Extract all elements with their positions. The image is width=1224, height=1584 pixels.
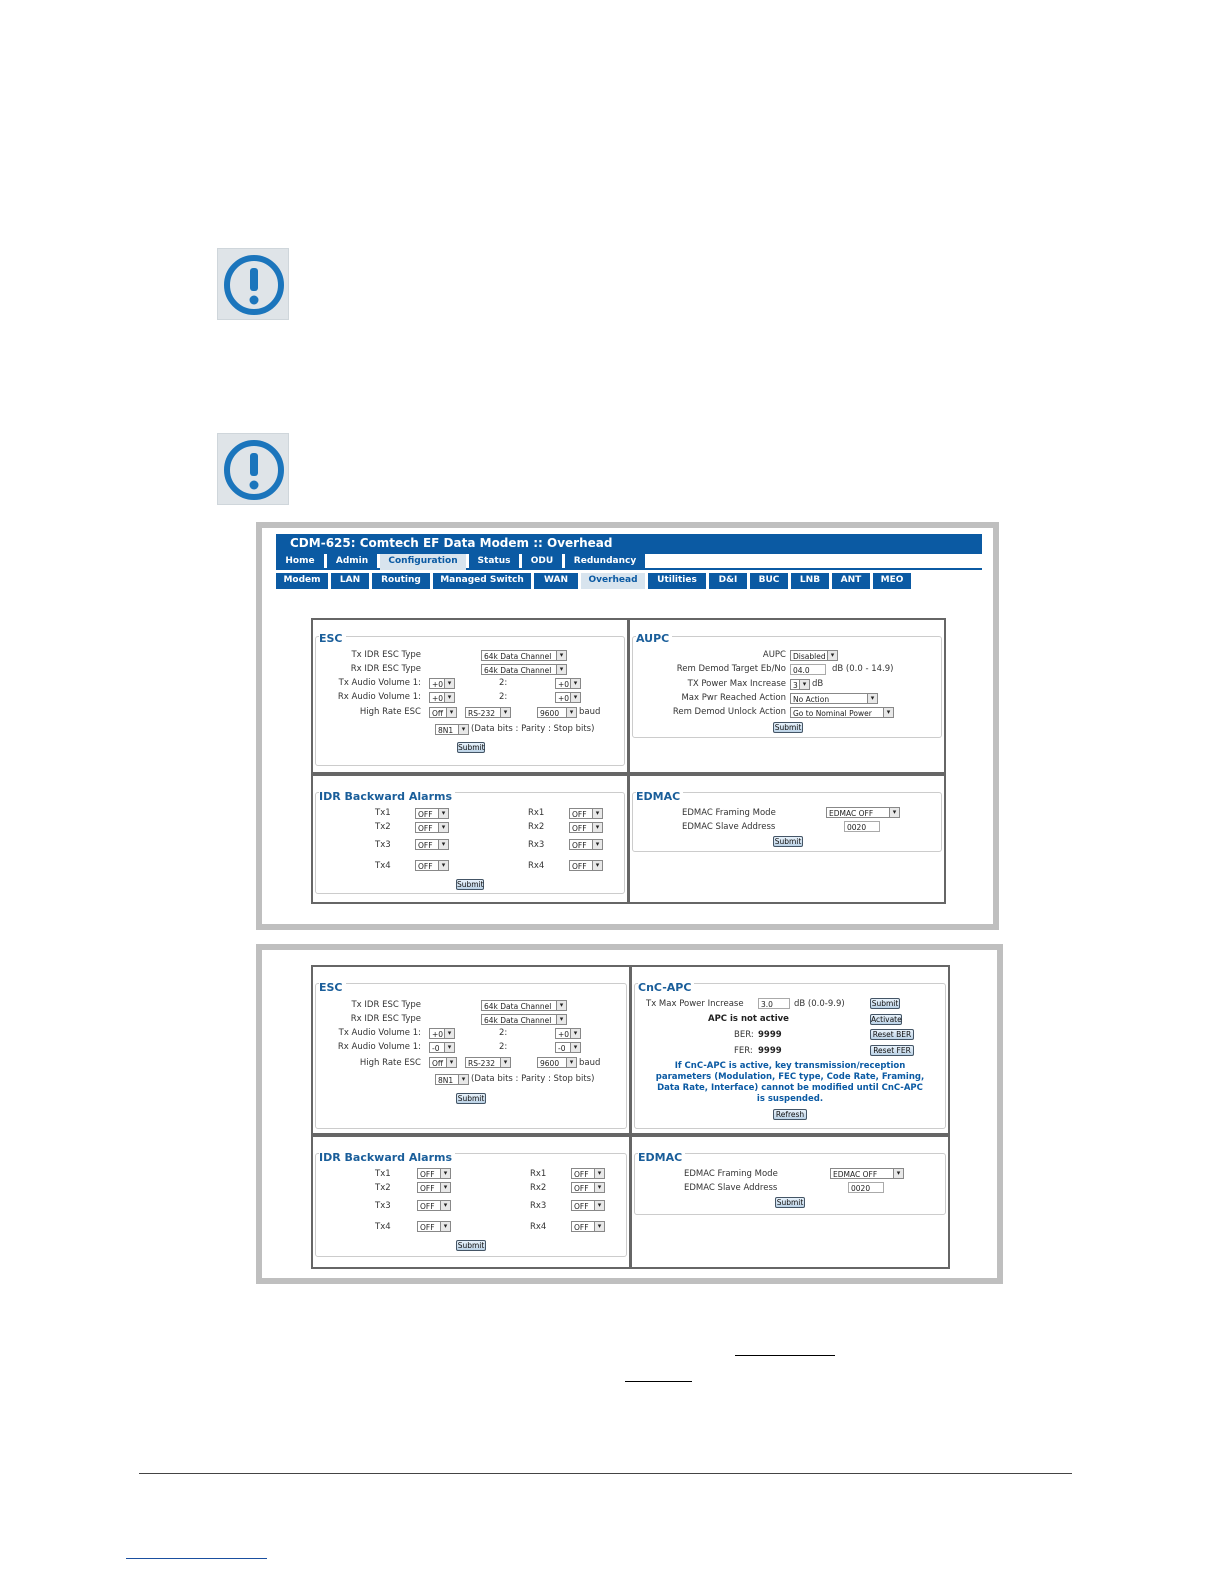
esc-title: ESC xyxy=(319,632,346,645)
alarm-rx3-label: Rx3 xyxy=(530,1201,547,1211)
tab-status[interactable]: Status xyxy=(469,554,519,570)
tx-power-max-increase-unit: dB xyxy=(812,679,824,689)
tx-power-max-increase-label: TX Power Max Increase xyxy=(687,679,786,689)
esc-format-label: (Data bits : Parity : Stop bits) xyxy=(471,724,595,734)
important-note-icon xyxy=(217,248,289,320)
rx-audio-label: Rx Audio Volume 1: xyxy=(337,692,421,702)
rx-idr-esc-label: Rx IDR ESC Type xyxy=(350,1014,421,1024)
secondary-nav xyxy=(276,573,982,589)
edmac-panel xyxy=(630,1135,950,1269)
tab-lnb[interactable]: LNB xyxy=(791,573,829,589)
ber-value: 9999 xyxy=(758,1030,782,1040)
rx-idr-esc-label: Rx IDR ESC Type xyxy=(350,664,421,674)
cnc-max-power-label: Tx Max Power Increase xyxy=(646,999,744,1009)
tx-idr-esc-label: Tx IDR ESC Type xyxy=(351,1000,421,1010)
alarm-rx1-select[interactable]: OFF ▾ xyxy=(569,808,603,819)
ber-label: BER: xyxy=(734,1030,754,1040)
edmac-address-input[interactable]: 0020 xyxy=(844,821,880,832)
high-rate-esc-baud-select[interactable]: 9600 ▾ xyxy=(537,1057,577,1068)
tab-redundancy[interactable]: Redundancy xyxy=(565,554,645,570)
cnc-warning-line-1: If CnC-APC is active, key transmission/reception xyxy=(674,1061,906,1071)
cnc-apc-status: APC is not active xyxy=(708,1014,789,1024)
edmac-mode-select[interactable]: EDMAC OFF ▾ xyxy=(830,1168,904,1179)
rx-audio-2-select[interactable]: +0 ▾ xyxy=(555,692,581,703)
rx-audio-2-select[interactable]: -0 ▾ xyxy=(555,1042,581,1053)
alarm-rx2-label: Rx2 xyxy=(528,822,545,832)
rx-audio-label: Rx Audio Volume 1: xyxy=(337,1042,421,1052)
high-rate-esc-label: High Rate ESC xyxy=(359,707,421,717)
reset-ber-button[interactable]: Reset BER xyxy=(870,1029,914,1040)
high-rate-esc-mode-select[interactable]: Off ▾ xyxy=(429,1057,457,1068)
reset-fer-button[interactable]: Reset FER xyxy=(870,1045,914,1056)
edmac-title: EDMAC xyxy=(638,1151,685,1164)
tx-idr-esc-select[interactable]: 64k Data Channel ▾ xyxy=(481,650,567,661)
tx-audio-2-select[interactable]: +0 ▾ xyxy=(555,678,581,689)
idr-alarms-panel xyxy=(311,774,629,904)
baud-label: baud xyxy=(579,707,601,717)
edmac-mode-label: EDMAC Framing Mode xyxy=(682,808,776,818)
tx-audio-1-select[interactable]: +0 ▾ xyxy=(429,678,455,689)
aupc-select[interactable]: Disabled ▾ xyxy=(790,650,838,661)
alarm-rx1-select[interactable]: OFF ▾ xyxy=(571,1168,605,1179)
edmac-title: EDMAC xyxy=(636,790,683,803)
cnc-submit-button[interactable]: Submit xyxy=(871,999,899,1008)
rx-audio-1-select[interactable]: -0 ▾ xyxy=(429,1042,455,1053)
alarm-tx2-select[interactable]: OFF ▾ xyxy=(415,822,449,833)
alarm-tx1-label: Tx1 xyxy=(375,1169,391,1179)
tx-audio-2-label: 2: xyxy=(499,1028,508,1038)
esc-panel xyxy=(311,965,631,1135)
rem-demod-unlock-select[interactable]: Go to Nominal Power ▾ xyxy=(790,707,894,718)
aupc-submit-button[interactable]: Submit xyxy=(774,723,802,732)
overhead-screenshot-aupc xyxy=(256,522,999,930)
idr-alarms-panel xyxy=(311,1135,631,1269)
alarm-tx2-label: Tx2 xyxy=(375,1183,391,1193)
esc-format-select[interactable]: 8N1 ▾ xyxy=(435,1074,469,1085)
tab-odu[interactable]: ODU xyxy=(522,554,562,570)
rx-idr-esc-select[interactable]: 64k Data Channel ▾ xyxy=(481,664,567,675)
alarm-tx3-label: Tx3 xyxy=(375,840,391,850)
alarm-tx1-select[interactable]: OFF ▾ xyxy=(415,808,449,819)
tab-meo[interactable]: MEO xyxy=(873,573,911,589)
tab-overhead[interactable]: Overhead xyxy=(581,573,645,589)
tab-lan[interactable]: LAN xyxy=(331,573,369,589)
alarm-tx3-select[interactable]: OFF ▾ xyxy=(415,839,449,850)
edmac-mode-select[interactable]: EDMAC OFF ▾ xyxy=(826,807,900,818)
edmac-address-label: EDMAC Slave Address xyxy=(684,1183,778,1193)
cnc-max-power-input[interactable]: 3.0 xyxy=(758,998,790,1009)
edmac-panel xyxy=(628,774,946,904)
tab-d-and-i[interactable]: D&I xyxy=(709,573,747,589)
alarm-tx3-select[interactable]: OFF ▾ xyxy=(417,1200,451,1211)
alarm-rx4-select[interactable]: OFF ▾ xyxy=(571,1221,605,1232)
cnc-activate-button[interactable]: Activate xyxy=(871,1015,902,1024)
tx-power-max-increase-select[interactable]: 3 ▾ xyxy=(790,679,810,690)
tab-modem[interactable]: Modem xyxy=(276,573,328,589)
tx-audio-label: Tx Audio Volume 1: xyxy=(338,1028,421,1038)
tab-utilities[interactable]: Utilities xyxy=(648,573,706,589)
refresh-button[interactable]: Refresh xyxy=(773,1109,807,1120)
aupc-label: AUPC xyxy=(762,650,786,660)
alarm-rx4-label: Rx4 xyxy=(528,861,545,871)
tx-audio-label: Tx Audio Volume 1: xyxy=(338,678,421,688)
tab-admin[interactable]: Admin xyxy=(327,554,377,570)
cnc-warning-line-3: Data Rate, Interface) cannot be modified until CnC-APC xyxy=(657,1083,923,1093)
tx-audio-1-select[interactable]: +0 ▾ xyxy=(429,1028,455,1039)
aupc-title: AUPC xyxy=(636,632,672,645)
underline-mark xyxy=(625,1381,692,1382)
alarm-tx4-label: Tx4 xyxy=(375,1222,391,1232)
window-title: CDM-625: Comtech EF Data Modem :: Overhead xyxy=(276,534,982,554)
esc-submit-button[interactable]: Submit xyxy=(458,743,485,752)
alarm-tx2-select[interactable]: OFF ▾ xyxy=(417,1182,451,1193)
edmac-address-input[interactable]: 0020 xyxy=(848,1182,884,1193)
esc-title: ESC xyxy=(319,981,346,994)
tx-audio-2-select[interactable]: +0 ▾ xyxy=(555,1028,581,1039)
cnc-apc-panel xyxy=(630,965,950,1135)
high-rate-esc-label: High Rate ESC xyxy=(359,1058,421,1068)
alarm-tx3-label: Tx3 xyxy=(375,1201,391,1211)
esc-submit-button[interactable]: Submit xyxy=(457,1094,485,1103)
alarm-rx2-select[interactable]: OFF ▾ xyxy=(569,822,603,833)
alarm-rx3-label: Rx3 xyxy=(528,840,545,850)
high-rate-esc-baud-select[interactable]: 9600 ▾ xyxy=(537,707,577,718)
max-pwr-reached-label: Max Pwr Reached Action xyxy=(681,693,786,703)
alarms-submit-button[interactable]: Submit xyxy=(457,880,484,889)
alarm-tx2-label: Tx2 xyxy=(375,822,391,832)
alarm-rx3-select[interactable]: OFF ▾ xyxy=(569,839,603,850)
alarms-submit-button[interactable]: Submit xyxy=(457,1241,485,1250)
aupc-panel xyxy=(628,618,946,774)
cnc-max-power-range: dB (0.0-9.9) xyxy=(794,999,845,1009)
tx-audio-2-label: 2: xyxy=(499,678,508,688)
alarm-rx1-label: Rx1 xyxy=(528,808,545,818)
edmac-address-label: EDMAC Slave Address xyxy=(682,822,776,832)
alarm-tx1-select[interactable]: OFF ▾ xyxy=(417,1168,451,1179)
esc-panel xyxy=(311,618,629,774)
tab-home[interactable]: Home xyxy=(276,554,324,570)
primary-nav xyxy=(276,554,982,570)
alarm-rx2-select[interactable]: OFF ▾ xyxy=(571,1182,605,1193)
footer-link-underline xyxy=(126,1558,267,1559)
tx-idr-esc-select[interactable]: 64k Data Channel ▾ xyxy=(481,1000,567,1011)
tab-wan[interactable]: WAN xyxy=(534,573,578,589)
target-ebno-input[interactable]: 04.0 xyxy=(790,664,826,675)
high-rate-esc-mode-select[interactable]: Off ▾ xyxy=(429,707,457,718)
alarm-rx3-select[interactable]: OFF ▾ xyxy=(571,1200,605,1211)
alarm-rx4-select[interactable]: OFF ▾ xyxy=(569,860,603,871)
tab-routing[interactable]: Routing xyxy=(372,573,430,589)
tab-configuration[interactable]: Configuration xyxy=(380,554,466,570)
alarm-tx4-select[interactable]: OFF ▾ xyxy=(417,1221,451,1232)
cnc-warning-line-2: parameters (Modulation, FEC type, Code Rate, Framing, xyxy=(655,1072,925,1082)
edmac-submit-button[interactable]: Submit xyxy=(774,837,802,846)
cnc-apc-title: CnC-APC xyxy=(638,981,694,994)
alarm-rx1-label: Rx1 xyxy=(530,1169,547,1179)
edmac-mode-label: EDMAC Framing Mode xyxy=(684,1169,778,1179)
target-ebno-range: dB (0.0 - 14.9) xyxy=(832,664,894,674)
footer-rule xyxy=(139,1473,1072,1474)
rx-audio-2-label: 2: xyxy=(499,692,508,702)
rx-idr-esc-select[interactable]: 64k Data Channel ▾ xyxy=(481,1014,567,1025)
alarm-tx4-label: Tx4 xyxy=(375,861,391,871)
tab-ant[interactable]: ANT xyxy=(832,573,870,589)
target-ebno-label: Rem Demod Target Eb/No xyxy=(676,664,786,674)
baud-label: baud xyxy=(579,1058,601,1068)
alarm-tx1-label: Tx1 xyxy=(375,808,391,818)
tab-managed-switch[interactable]: Managed Switch xyxy=(433,573,531,589)
overhead-screenshot-cnc-apc xyxy=(256,944,1003,1284)
fer-value: 9999 xyxy=(758,1046,782,1056)
rem-demod-unlock-label: Rem Demod Unlock Action xyxy=(672,707,786,717)
edmac-submit-button[interactable]: Submit xyxy=(776,1198,804,1207)
idr-alarms-title: IDR Backward Alarms xyxy=(319,790,455,803)
cnc-warning-line-4: is suspended. xyxy=(756,1094,824,1104)
high-rate-esc-interface-select[interactable]: RS-232 ▾ xyxy=(465,1057,511,1068)
esc-format-select[interactable]: 8N1 ▾ xyxy=(435,724,469,735)
rx-audio-2-label: 2: xyxy=(499,1042,508,1052)
important-note-icon xyxy=(217,433,289,505)
max-pwr-reached-select[interactable]: No Action ▾ xyxy=(790,693,878,704)
idr-alarms-title: IDR Backward Alarms xyxy=(319,1151,455,1164)
alarm-rx2-label: Rx2 xyxy=(530,1183,547,1193)
esc-format-label: (Data bits : Parity : Stop bits) xyxy=(471,1074,595,1084)
tx-idr-esc-label: Tx IDR ESC Type xyxy=(351,650,421,660)
tab-buc[interactable]: BUC xyxy=(750,573,788,589)
high-rate-esc-interface-select[interactable]: RS-232 ▾ xyxy=(465,707,511,718)
alarm-tx4-select[interactable]: OFF ▾ xyxy=(415,860,449,871)
rx-audio-1-select[interactable]: +0 ▾ xyxy=(429,692,455,703)
alarm-rx4-label: Rx4 xyxy=(530,1222,547,1232)
fer-label: FER: xyxy=(734,1046,753,1056)
underline-mark xyxy=(735,1355,835,1356)
